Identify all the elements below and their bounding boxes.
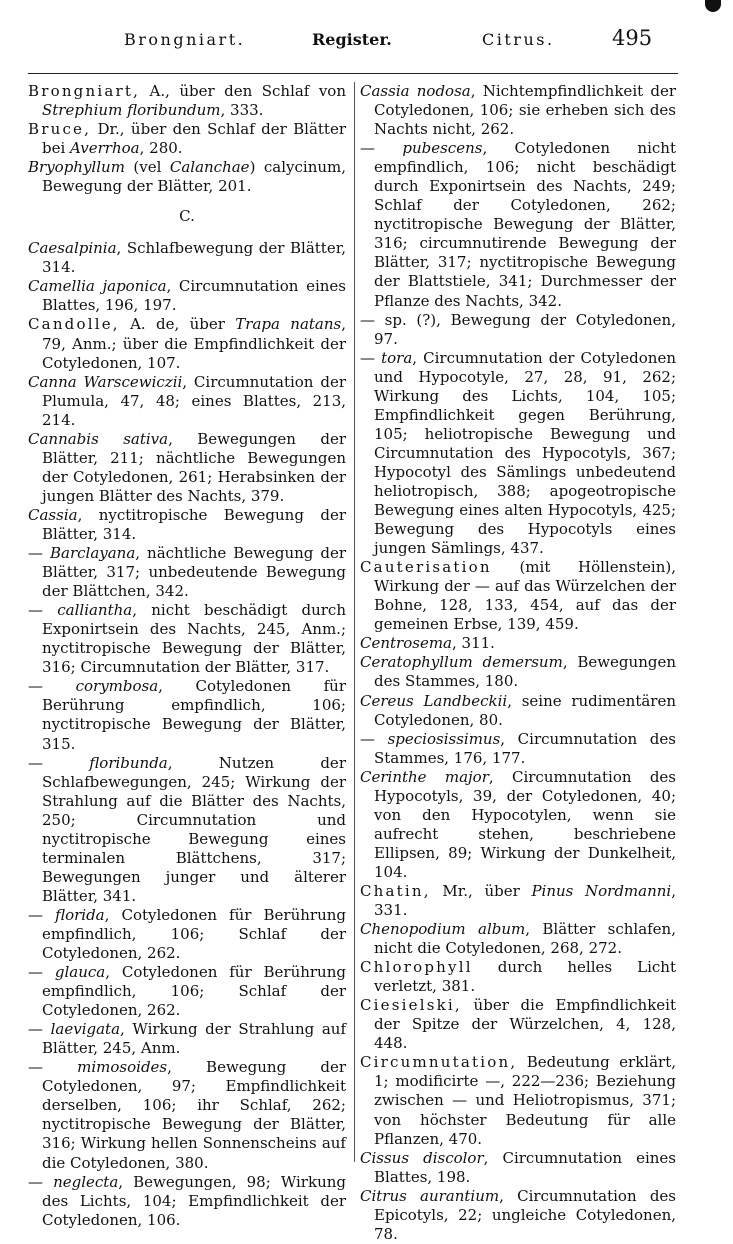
index-entry [28,601,346,677]
index-entry [28,754,346,906]
entry-taxon: Averrhoa [70,139,140,158]
index-entry [360,730,676,768]
entry-taxon: speciosissimus [387,729,501,748]
entry-taxon: Cereus Landbeckii [360,691,508,710]
entry-text: (mit Höllenstein), Wirkung der — auf das Würzelchen der Bohne, 128, 133, 454, auf das der gemeinen Erbse, 139, 459. [374,558,676,634]
ink-blot-mark [705,0,721,12]
entry-text: , 311. [452,634,495,653]
entry-name: Circumnutation, [360,1053,518,1072]
index-entry [28,373,346,430]
index-entry [28,506,346,544]
entry-text: , Blätter schlafen, nicht die Cotyledonen, 268, 272. [374,920,676,958]
entry-text: Dr., über den Schlaf der Blätter bei [42,120,346,158]
entry-taxon: Cerinthe major [360,767,489,786]
index-entry [28,430,346,506]
entry-text: A. de, über [119,315,236,334]
index-entry [28,1173,346,1230]
entry-text: , Circumnutation des Stammes, 176, 177. [374,729,676,767]
index-entry [28,120,346,158]
entry-text: , Circumnutation der Plumula, 47, 48; eines Blattes, 213, 214. [42,372,346,429]
entry-taxon: Chenopodium album [360,920,526,939]
entry-text: , Cotyledonen für Berührung empfindlich, 106; nyctitropische Bewegung der Blätter, 315. [42,677,346,753]
entry-dash: — [28,1058,78,1077]
page-number: 495 [612,26,653,50]
entry-text: , Nutzen der Schlafbewegungen, 245; Wirkung der Strahlung auf die Blätter des Nachts, 250; Circumnutation und nyctitropische Bewegung eines terminalen Blättchens, 317; Bewegungen junger und älterer Blätter, 341. [42,753,346,905]
entry-tail: , 280. [139,139,183,158]
entry-name: Ciesielski, [360,996,462,1015]
index-entry [360,653,676,691]
entry-taxon: Barclayana [49,544,136,563]
entry-taxon: pubescens [402,139,483,158]
entry-dash: — [28,601,58,620]
entry-dash: — [28,1172,54,1191]
entry-taxon: Centrosema [360,634,452,653]
entry-taxon: Cannabis sativa [28,429,169,448]
index-entry [28,1020,346,1058]
index-entry [28,158,346,196]
index-entry [28,544,346,601]
entry-taxon: floribunda [89,753,168,772]
index-entry [360,920,676,958]
index-entry [28,677,346,753]
index-entry [360,82,676,139]
entry-taxon: florida [55,905,105,924]
index-entry [360,1149,676,1187]
entry-text: , Bewegung der Cotyledonen, 97; Empfindlichkeit derselben, 106; ihr Schlaf, 262; nyctitropische Bewegung der Blätter, 316; Wirkung hellen Sonnenscheins auf die Cotyledonen, 380. [42,1058,346,1172]
entry-dash: — [28,1020,51,1039]
entry-taxon: Canna Warscewiczii [28,372,183,391]
entry-tail: , 333. [220,101,264,120]
entry-text: , Bewegungen des Stammes, 180. [374,653,676,691]
entry-taxon: calliantha [57,601,133,620]
entry-text: , Wirkung der Strahlung auf Blätter, 245, Anm. [42,1020,346,1058]
left-column [28,82,346,1230]
entry-tail: , 79, Anm.; über die Empfindlichkeit der Cotyledonen, 107. [42,315,346,372]
entry-taxon: Trapa natans [235,315,342,334]
entry-text: , Nichtempfindlichkeit der Cotyledonen, 106; sie erheben sich des Nachts nicht, 262. [374,82,676,139]
entry-taxon: Camellia japonica [28,277,167,296]
entry-text: , Circumnutation des Epicotyls, 22; ungleiche Cotyledonen, 78. [374,1186,676,1243]
entry-taxon: Citrus aurantium [360,1186,500,1205]
entry-taxon: mimosoides [77,1058,168,1077]
entry-dash: — [360,310,385,329]
header-first-keyword: Brongniart. [124,30,246,49]
index-entry [28,963,346,1020]
entry-text: , Circumnutation des Hypocotyls, 39, der Cotyledonen, 40; von den Hypocotylen, wenn sie aufrecht stehen, beschriebene Ellipsen, 89; Wirkung der Dunkelheit, 104. [374,767,676,881]
entry-name: Cauterisation [360,558,492,577]
header-last-keyword: Citrus. [482,30,555,49]
entry-text: , Schlafbewegung der Blätter, 314. [42,239,346,277]
entry-taxon: Cassia nodosa [360,82,471,100]
left-entries-before [28,82,346,196]
index-entry [360,692,676,730]
index-entry [360,768,676,882]
entry-taxon: corymbosa [75,677,159,696]
entry-dash: — [28,544,50,563]
entry-text: , Bewegungen der Blätter, 211; nächtliche Bewegungen der Cotyledonen, 261; Herabsinken der jungen Blätter des Nachts, 379. [42,429,346,505]
entry-taxon: Cissus discolor [360,1148,484,1167]
right-entries [360,82,676,1244]
entry-taxon: neglecta [53,1172,119,1191]
entry-text: , nächtliche Bewegung der Blätter, 317; unbedeutende Bewegung der Blättchen, 342. [42,544,346,601]
left-entries-after [28,239,346,1229]
entry-text: über die Empfindlichkeit der Spitze der Würzelchen, 4, 128, 448. [374,996,676,1053]
column-divider [354,82,355,1162]
index-entry [28,1058,346,1172]
index-entry [360,311,676,349]
entry-tail: , 331. [374,881,676,920]
index-entry [360,558,676,634]
entry-taxon: glauca [54,963,106,982]
entry-text: , Circumnutation eines Blattes, 196, 197. [42,277,346,315]
index-entry [360,996,676,1053]
index-entry [360,882,676,920]
index-entry [360,1187,676,1244]
entry-name: Candolle, [28,315,120,334]
entry-dash: — [360,729,388,748]
entry-text: Bedeutung erklärt, 1; modificirte —, 222—236; Beziehung zwischen — und Heliotropismus, 371; von höchster Bedeutung für alle Pflanzen, 470. [374,1053,676,1148]
entry-taxon: Caesalpinia [28,239,117,258]
entry-name: Brongniart, [28,82,141,100]
entry-taxon: Calanchae [169,158,250,177]
index-entry [360,958,676,996]
entry-taxon: Cassia [28,505,78,524]
entry-text: , seine rudimentären Cotyledonen, 80. [374,691,676,729]
index-entry [28,277,346,315]
entry-taxon: Strephium floribundum [42,101,221,120]
running-header [0,26,733,62]
header-section-title: Register. [312,30,392,49]
entry-text: , Cotyledonen nicht empfindlich, 106; nicht beschädigt durch Exponirtsein des Nachts, 249; Schlaf der Cotyledonen, 262; nyctitropische Bewegung der Blätter, 316; circumnutirende Bewegung der Blätter, 317; nyctitropische Bewegung der Blattstiele, 341; Durchmesser der Pflanze des Nachts, 342. [374,139,676,310]
index-entry [360,139,676,310]
entry-name: Chatin, [360,881,431,900]
entry-taxon: Ceratophyllum demersum [360,653,563,672]
entry-dash: — [360,348,382,367]
entry-taxon: tora [381,348,413,367]
entry-text: A., über den Schlaf von [140,82,346,100]
entry-tail: ) calycinum, Bewegung der Blätter, 201. [42,158,347,196]
entry-taxon: laevigata [50,1020,121,1039]
right-column [360,82,676,1244]
index-entry [28,239,346,277]
index-entry [28,82,346,120]
entry-text: , Cotyledonen für Berührung empfindlich, 106; Schlaf der Cotyledonen, 262. [42,963,346,1020]
entry-name: Chlorophyll [360,958,473,977]
entry-text: , Cotyledonen für Berührung empfindlich, 106; Schlaf der Cotyledonen, 262. [42,905,346,963]
section-letter-heading: C. [179,207,195,226]
header-rule [28,73,678,74]
entry-text: , Circumnutation eines Blattes, 198. [374,1148,676,1186]
entry-text: Mr., über [430,881,532,900]
entry-text: , Circumnutation der Cotyledonen und Hypocotyle, 27, 28, 91, 262; Wirkung des Lichts, 104, 105; Empfindlichkeit gegen Berührung, 105; heliotropische Bewegung und Circumnutation des Hypocotyls, 367; Hypocotyl des Sämlings unbedeutend heliotropisch, 388; apogeotropische Bewegung eines alten Hypocotyls, 425; Bewegung des Hypocotyls eines jungen Sämlings, 437. [374,348,676,558]
index-entry [360,349,676,559]
entry-dash: — [28,753,90,772]
entry-text: , Bewegungen, 98; Wirkung des Lichts, 104; Empfindlichkeit der Cotyledonen, 106. [42,1172,346,1229]
entry-text: , nyctitropische Bewegung der Blätter, 314. [42,505,346,543]
entry-name: Bruce, [28,120,92,139]
index-entry [28,906,346,963]
entry-taxon: Pinus Nordmanni [531,881,672,900]
index-entry [360,634,676,653]
entry-dash: — [28,905,56,924]
entry-text: , nicht beschädigt durch Exponirtsein des Nachts, 245, Anm.; nyctitropische Bewegung der Blätter, 316; Circumnutation der Blätter, 317. [42,601,346,677]
index-entry [360,1053,676,1148]
entry-dash: — [28,677,76,696]
entry-text: sp. (?), Bewegung der Cotyledonen, 97. [374,310,676,348]
entry-text: (vel [124,158,170,177]
entry-dash: — [360,139,403,158]
entry-name-italic: Bryophyllum [28,158,125,177]
entry-dash: — [28,963,55,982]
index-entry [28,315,346,372]
entry-text: durch helles Licht verletzt, 381. [374,958,676,996]
